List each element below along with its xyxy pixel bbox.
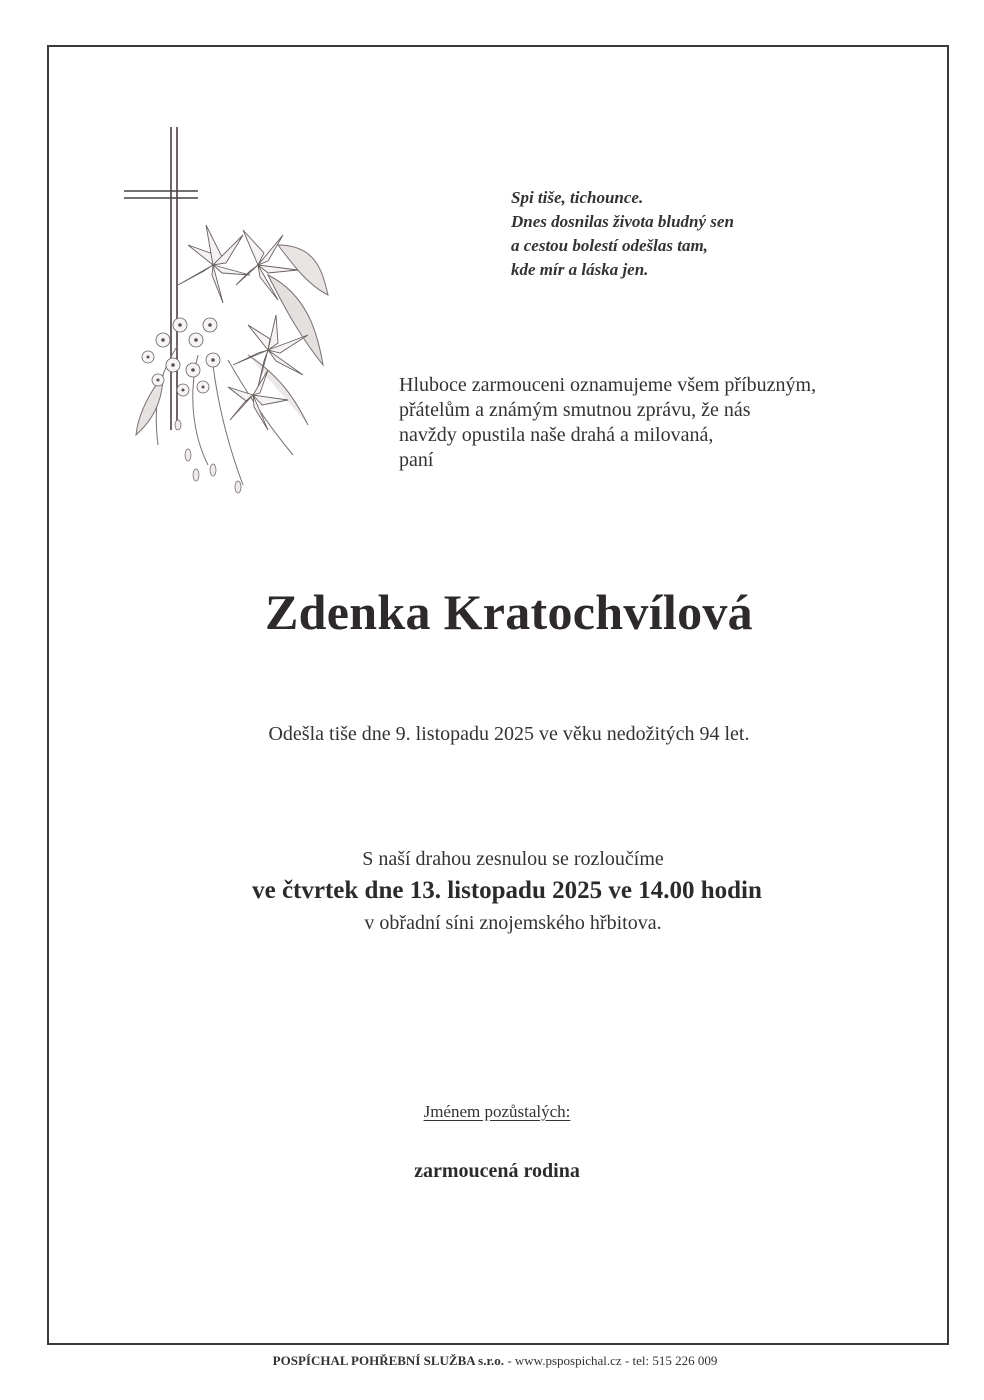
poem-line: Spi tiše, tichounce. bbox=[511, 188, 644, 207]
poem-line: Dnes dosnilas života bludný sen bbox=[511, 212, 734, 231]
signature-name: zarmoucená rodina bbox=[414, 1160, 580, 1182]
footer-company: POSPÍCHAL POHŘEBNÍ SLUŽBA s.r.o. bbox=[272, 1353, 505, 1368]
intro-line: přátelům a známým smutnou zprávu, že nás bbox=[399, 399, 751, 421]
death-notice: Odešla tiše dne 9. listopadu 2025 ve věku nedožitých 94 let. bbox=[268, 723, 750, 745]
intro-line: paní bbox=[399, 449, 434, 471]
farewell-date-time: ve čtvrtek dne 13. listopadu 2025 ve 14.00 hodin bbox=[252, 877, 762, 904]
footer-website: - www.pspospichal.cz - bbox=[507, 1353, 630, 1368]
farewell-intro: S naší drahou zesnulou se rozloučíme bbox=[362, 848, 664, 870]
poem-line: a cestou bolestí odešlas tam, bbox=[511, 236, 708, 255]
deceased-name: Zdenka Kratochvílová bbox=[265, 584, 753, 640]
poem-verse bbox=[511, 186, 891, 282]
poem-line: kde mír a láska jen. bbox=[511, 260, 649, 279]
footer-phone: tel: 515 226 009 bbox=[632, 1353, 718, 1368]
signature-label-text: Jménem pozůstalých: bbox=[423, 1102, 571, 1121]
cross-with-lilies-icon bbox=[118, 125, 333, 500]
signature-label bbox=[0, 1102, 984, 1122]
intro-line: Hluboce zarmouceni oznamujeme všem příbuzným, bbox=[399, 374, 817, 396]
announcement-intro bbox=[399, 373, 919, 473]
intro-line: navždy opustila naše drahá a milovaná, bbox=[399, 424, 714, 446]
farewell-place: v obřadní síni znojemského hřbitova. bbox=[364, 912, 662, 934]
footer bbox=[0, 1353, 984, 1369]
